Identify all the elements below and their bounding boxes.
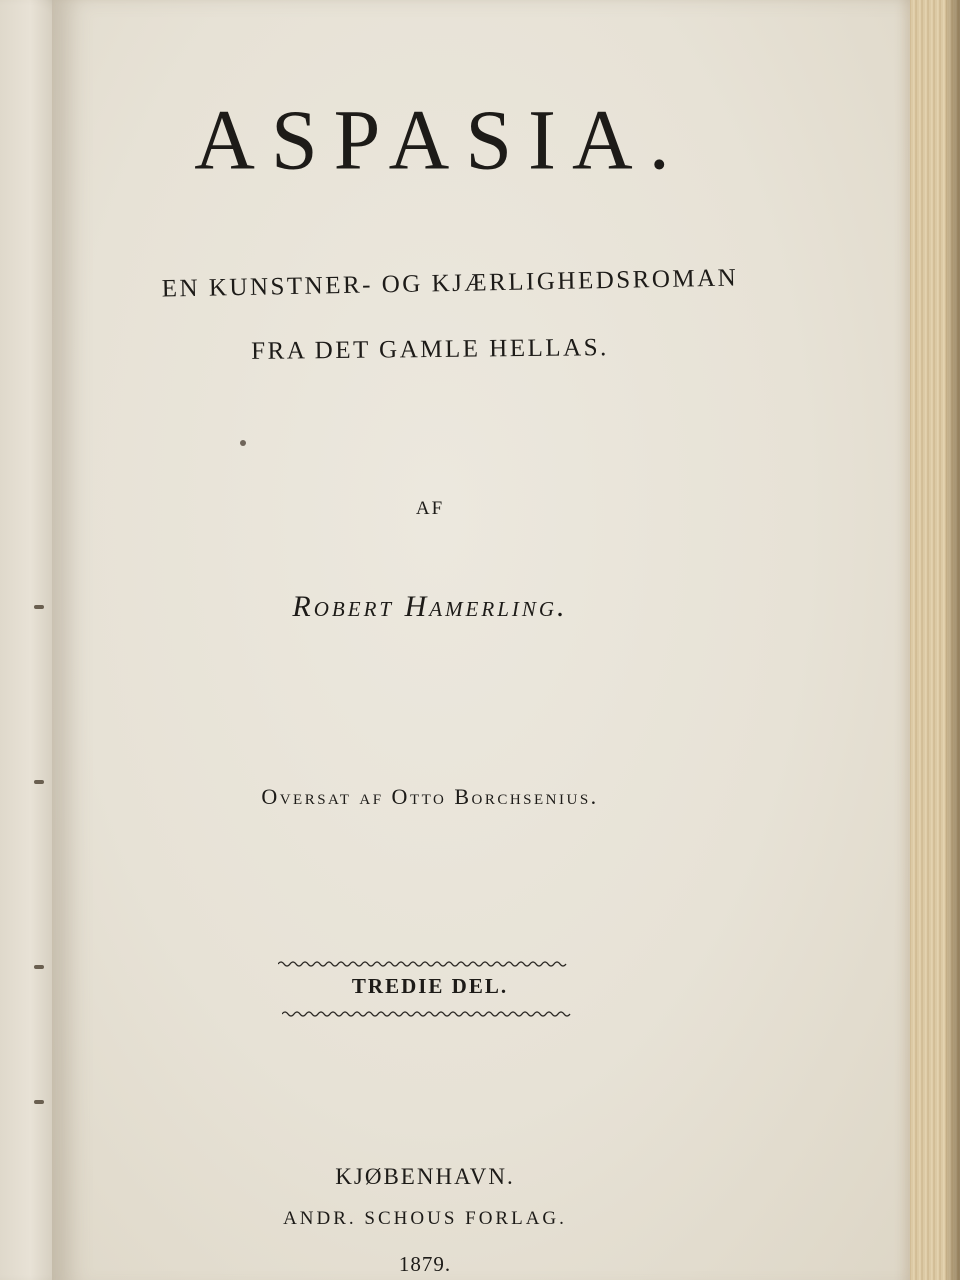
title-page (52, 0, 910, 1280)
publication-city: KJØBENHAVN. (335, 1164, 515, 1189)
author-name: Robert Hamerling. (292, 590, 568, 623)
binding-stitch (34, 780, 44, 784)
binding-stitch (34, 605, 44, 609)
page-block-shadow (946, 0, 960, 1280)
publisher-name: ANDR. SCHOUS FORLAG. (283, 1208, 567, 1229)
volume-label: TREDIE DEL. (351, 974, 509, 998)
book-title: ASPASIA. (194, 93, 686, 188)
binding-stitch (34, 965, 44, 969)
ornamental-rule-bottom (282, 1010, 572, 1018)
by-label: AF (415, 498, 445, 519)
subtitle-line-1: EN KUNSTNER- OG KJÆRLIGHEDSROMAN (161, 264, 739, 303)
translator-line: Oversat af Otto Borchsenius. (261, 784, 599, 809)
binding-stitch (34, 1100, 44, 1104)
publication-year: 1879. (398, 1252, 452, 1276)
paper-speck (240, 440, 246, 446)
ornamental-rule-top (278, 960, 568, 968)
subtitle-line-2: FRA DET GAMLE HELLAS. (251, 334, 609, 365)
